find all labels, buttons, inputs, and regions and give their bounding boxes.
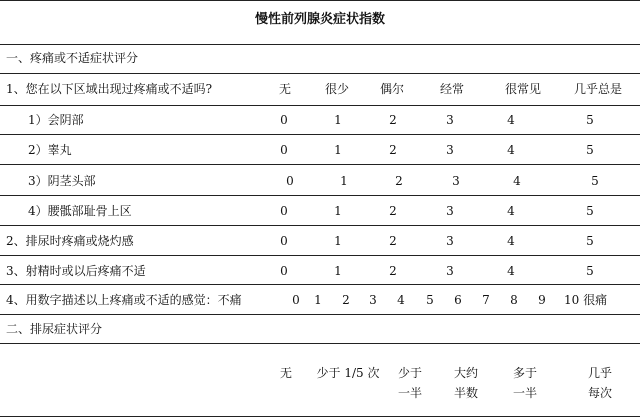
option-header: 几乎总是 [573,82,623,96]
table-rule [0,195,640,196]
option-header: 偶尔 [379,82,405,96]
scale-number: 6 [454,293,462,307]
table-rule [0,314,640,315]
option-header-line2: 半数 [453,386,479,400]
option-header: 无 [278,82,292,96]
item-label: 3）阴茎头部 [28,174,96,188]
score-cell: 4 [513,174,521,188]
score-cell: 1 [334,234,342,248]
table-rule [0,105,640,106]
scale-number: 7 [482,293,490,307]
option-header-line2: 一半 [512,386,538,400]
score-cell: 5 [586,234,594,248]
score-cell: 2 [389,113,397,127]
scale-number: 8 [510,293,518,307]
score-cell: 5 [586,143,594,157]
table-rule [0,284,640,285]
scale-number: 9 [538,293,546,307]
question-label: 1、您在以下区域出现过疼痛或不适吗? [6,82,213,96]
question-label: 2、排尿时疼痛或烧灼感 [6,234,134,248]
scale-number: 0 [292,293,300,307]
scale-number: 1 [314,293,322,307]
item-label: 2）睾丸 [28,143,72,157]
table-rule [0,44,640,45]
table-rule [0,0,640,1]
question-label: 4、用数字描述以上疼痛或不适的感觉：不痛 [6,293,242,307]
option-header: 大约 [453,366,479,380]
score-cell: 0 [280,264,288,278]
score-cell: 5 [591,174,599,188]
score-cell: 0 [280,143,288,157]
option-header: 很少 [324,82,350,96]
section-heading: 一、疼痛或不适症状评分 [6,51,139,65]
table-rule [0,225,640,226]
score-cell: 5 [586,204,594,218]
table-rule [0,164,640,165]
option-header: 多于 [512,366,538,380]
page-title: 慢性前列腺炎症状指数 [254,12,386,27]
score-cell: 0 [280,234,288,248]
option-header: 经常 [439,82,465,96]
option-header: 很常见 [504,82,542,96]
section-heading: 二、排尿症状评分 [6,322,103,336]
score-cell: 3 [452,174,460,188]
score-cell: 4 [507,204,515,218]
score-cell: 2 [389,264,397,278]
scale-number: 2 [342,293,350,307]
score-cell: 2 [389,234,397,248]
table-rule [0,73,640,74]
option-header-line2: 一半 [397,386,423,400]
score-cell: 1 [334,264,342,278]
score-cell: 0 [280,113,288,127]
table-rule [0,255,640,256]
score-cell: 4 [507,113,515,127]
score-cell: 1 [334,113,342,127]
item-label: 1）会阴部 [28,113,84,127]
score-cell: 3 [446,234,454,248]
score-cell: 1 [340,174,348,188]
score-cell: 5 [586,113,594,127]
scale-number: 4 [397,293,405,307]
option-header: 几乎 [587,366,613,380]
option-header: 无 [279,366,293,380]
scale-number: 5 [426,293,434,307]
option-header: 少于 [397,366,423,380]
score-cell: 4 [507,143,515,157]
score-cell: 0 [286,174,294,188]
question-label: 3、射精时或以后疼痛不适 [6,264,146,278]
score-cell: 1 [334,204,342,218]
score-cell: 3 [446,113,454,127]
score-cell: 4 [507,264,515,278]
table-rule [0,134,640,135]
option-header-line2: 每次 [587,386,613,400]
score-cell: 4 [507,234,515,248]
score-cell: 0 [280,204,288,218]
score-cell: 2 [395,174,403,188]
score-cell: 2 [389,204,397,218]
score-cell: 3 [446,143,454,157]
score-cell: 5 [586,264,594,278]
score-cell: 3 [446,204,454,218]
score-cell: 2 [389,143,397,157]
table-rule [0,343,640,344]
option-header: 少于 1/5 次 [316,366,380,380]
item-label: 4）腰骶部耻骨上区 [28,204,132,218]
scale-number: 3 [369,293,377,307]
score-cell: 3 [446,264,454,278]
scale-end-label: 10 很痛 [564,293,608,307]
score-cell: 1 [334,143,342,157]
